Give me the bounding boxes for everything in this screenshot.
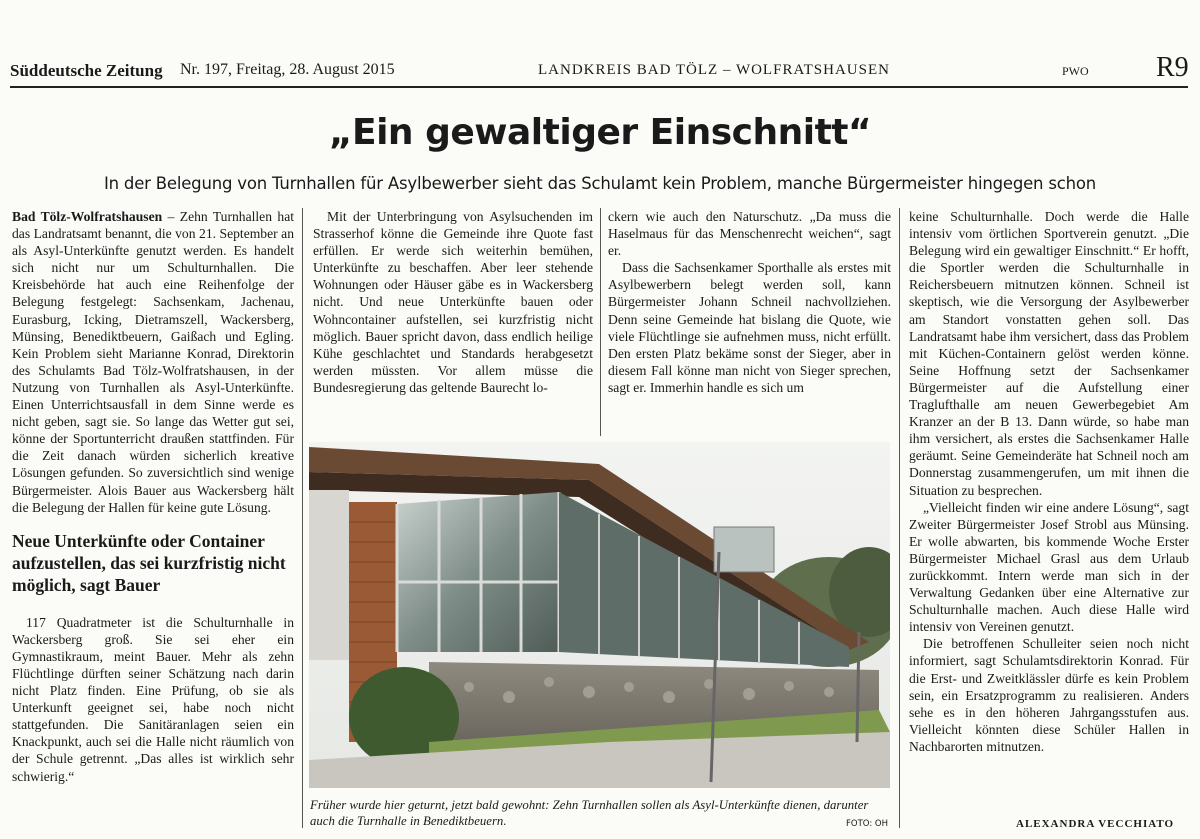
paragraph: keine Schulturnhalle. Doch werde die Halle intensiv vom örtlichen Sportverein genutzt. „Die Belegung wird ein gewaltiger Einschnitt.“ Er hofft, die Sportler werden die Schulturnhalle in Reichersbeuern mitnutzen können. Schneil ist skeptisch, wie die Versorgung der Asylbewerber am Standort vonstatten gehen soll. Das Landratsamt habe ihm versichert, dass das Problem mit Küchen-Containern gelöst werden könne. Seine Hoffnung setzt der Sachsenkamer Bürgermeister auf die Aufstellung einer Traglufthalle am neuen Gewerbegebiet Am Kranzer an der B 13. Dann würde, so habe man ihm versichert, als erstes die Sachsenkamer Halle geräumt. Seine Gemeinderäte hat Schneil noch am Donnerstag zusammengerufen, um mit ihnen die Situation zu besprechen. — [909, 209, 1189, 498]
column-divider — [899, 208, 900, 828]
paragraph: 117 Quadratmeter ist die Schulturnhalle in Wackersberg groß. Sie sei eher ein Gymnastikraum, meint Bauer. Mehr als zehn Flüchtlinge dürften seiner Schätzung nach darin nicht Platz finden. Eine Prüfung, ob sie als Unterkunft geeignet sei, habe noch nicht stattgefunden. Die Sanitäranlagen seien ein Knackpunkt, auch sei die Halle nicht räumlich von der Schule getrennt. „Das alles ist wirklich sehr schwierig.“ — [12, 614, 294, 784]
paragraph: Dass die Sachsenkamer Sporthalle als erstes mit Asylbewerbern belegt werden soll, kann Bürgermeister Johann Schneil nachvollziehen. Denn seine Gemeinde hat bislang die Quote, wie viele Flüchtlinge sie aufnehmen muss, nicht erfüllt. Den ersten Platz bekäme sonst der Sieger, aber in diesem Fall könne man nicht von Sieger sprechen, sagt er. Immerhin handle es sich um — [608, 260, 891, 395]
gym-building-illustration — [309, 442, 890, 788]
photo-credit: FOTO: OH — [846, 819, 888, 829]
author-byline: ALEXANDRA VECCHIATO — [1016, 818, 1175, 830]
masthead — [10, 52, 1188, 86]
dateline: Bad Tölz-Wolfratshausen — [12, 209, 163, 224]
page-number: R9 — [1156, 52, 1189, 83]
issue-date: Nr. 197, Freitag, 28. August 2015 — [180, 61, 395, 78]
column-divider — [600, 208, 601, 436]
header-rule — [10, 86, 1188, 88]
column-divider — [302, 208, 303, 828]
lamp-post — [857, 632, 859, 742]
article-column-3 — [608, 208, 891, 396]
paragraph: Die betroffenen Schulleiter seien noch nicht informiert, sagt Schulamtsdirektorin Konrad. Für die Erst- und Zweitklässler dürfe es kein Problem sein, ein Ersatzprogramm zu realisieren. Anders sehe es in den höheren Jahrgangsstufen aus. Vielleicht könnten diese Schüler Hallen in Nachbarorten mitnutzen. — [909, 636, 1189, 754]
paragraph: ckern wie auch den Naturschutz. „Da muss die Haselmaus für das Menschenrecht weichen“, sagt er. — [608, 209, 891, 259]
crosshead: Neue Unterkünfte oder Container aufzustellen, das sei kurzfristig nicht möglich, sagt Bauer — [12, 530, 286, 595]
edition-code: PWO — [1062, 64, 1089, 78]
article-subheadline: In der Belegung von Turnhallen für Asylbewerber sieht das Schulamt kein Problem, manche Bürgermeister hingegen schon — [103, 174, 1097, 193]
paragraph — [12, 208, 294, 516]
paragraph-text: – Zehn Turnhallen hat das Landratsamt benannt, die von 21. September an als Asyl-Unterkünfte genutzt werden. Es handelt sich nicht nur um Schulturnhallen. Die Kreisbehörde hat auch eine Reihenfolge der Belegung festgelegt: Sachsenkam, Jachenau, Eurasburg, Icking, Dietramszell, Wackersberg, Münsing, Benediktbeuern, Gaißach und Egling. Kein Problem sieht Marianne Konrad, Direktorin des Schulamts Bad Tölz-Wolfratshausen, in der Nutzung von Turnhallen als Asyl-Unterkünfte. Einen Unterrichtsausfall in dem Sinne werde es nicht geben, sagt sie. So lange das Wetter gut sei, könne der Sportunterricht draußen stattfinden. Für die Zeit danach würden sicherlich kreative Lösungen gefunden. So zuversichtlich sind wenige Bürgermeister. Alois Bauer aus Wackersberg hält die Belegung der Hallen für keine gute Lösung. — [12, 209, 295, 515]
newspaper-logo: Süddeutsche Zeitung — [10, 61, 163, 80]
photo-caption: Früher wurde hier geturnt, jetzt bald gewohnt: Zehn Turnhallen sollen als Asyl-Unterkünfte dienen, darunter auch die Turnhalle in Benediktbeuern. — [310, 798, 869, 828]
article-photo — [309, 442, 890, 788]
section-title: LANDKREIS BAD TÖLZ – WOLFRATSHAUSEN — [538, 62, 890, 78]
paragraph: „Vielleicht finden wir eine andere Lösung“, sagt Zweiter Bürgermeister Josef Strobl aus Münsing. Er wolle abwarten, bis kommende Woche Erster Bürgermeister Michael Grasl aus dem Urlaub zurückkommt. Intern werde man sich in der Verwaltung Gedanken über eine Alternative zur Schulturnhalle machen. Auch diese Halle wird intensiv von Vereinen genutzt. — [909, 499, 1189, 635]
paragraph: Mit der Unterbringung von Asylsuchenden im Strasserhof könne die Gemeinde ihre Quote fast erfüllen. Er werde sich weiterhin bemühen, Unterkünfte zu beschaffen. Aber leer stehende Wohnungen oder Häuser gäbe es in Wackersberg nicht. Und neue Unterkünfte bauen oder Wohncontainer aufstellen, sei kurzfristig nicht möglich. Bauer spricht davon, dass endlich heilige Kühe geschlachtet und Standards herabgesetzt werden müssten. Vor allem müsse die Bundesregierung das geltende Baurecht lo- — [313, 209, 593, 395]
glass-facade — [397, 492, 559, 652]
facade — [309, 490, 349, 660]
article-column-2 — [313, 208, 593, 396]
article-column-1 — [12, 208, 294, 785]
article-headline: „Ein gewaltiger Einschnitt“ — [328, 112, 872, 153]
tower — [714, 527, 774, 572]
article-column-4 — [909, 208, 1189, 755]
